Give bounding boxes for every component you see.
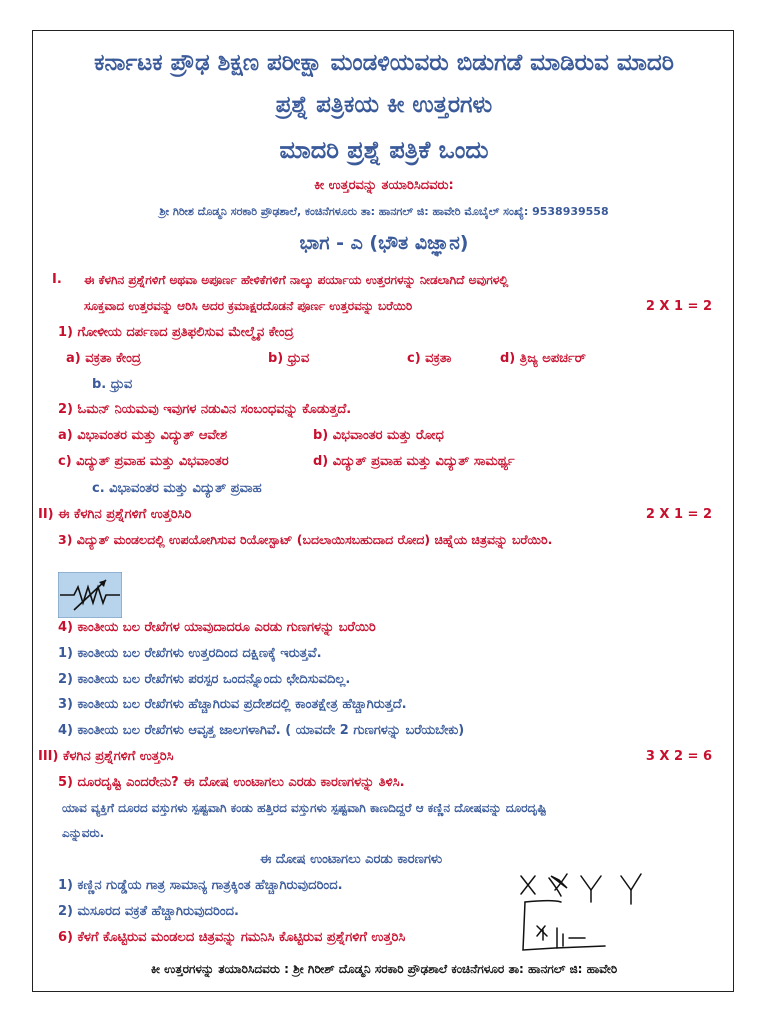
q5-answer-line2: ಎನ್ನುವರು. [62,826,105,840]
q2-option-a: a) ವಿಭಾವಂತರ ಮತ್ತು ವಿದ್ಯುತ್ ಆವೇಶ [58,428,228,443]
q4-property-4: 4) ಕಾಂತೀಯ ಬಲ ರೇಖೆಗಳು ಆವೃತ್ತ ಜಾಲಗಳಾಗಿವೆ. ( ಯಾವದೇ 2 ಗುಣಗಳನ್ನು ಬರೆಯಬೇಕು) [58,723,465,738]
reason-2: 2) ಮಸೂರದ ವಕ್ರತೆ ಹೆಚ್ಚಾಗಿರುವುದರಿಂದ. [58,904,239,919]
q1-option-d: d) ತ್ರಿಜ್ಯ ಅಪರ್ಚರ್ [500,351,586,366]
q5-answer-line1: ಯಾವ ವ್ಯಕ್ತಿಗೆ ದೂರದ ವಸ್ತುಗಳು ಸ್ಪಷ್ಟವಾಗಿ ಕಂಡು ಹತ್ತಿರದ ವಸ್ತುಗಳು ಸ್ಪಷ್ಟವಾಗಿ ಕಾಣದಿದ್ದರೆ ಆ ಕಣ್ಣಿನ ದೋಷವನ್ನು ದೂರದೃಷ್ಟಿ [62,801,547,815]
title-line-3: ಮಾದರಿ ಪ್ರಶ್ನೆ ಪತ್ರಿಕೆ ಒಂದು [279,136,489,164]
question-4: 4) ಕಾಂತೀಯ ಬಲ ರೇಖೆಗಳ ಯಾವುದಾದರೂ ಎರಡು ಗುಣಗಳನ್ನು ಬರೆಯಿರಿ [58,620,376,635]
footer-credit: ಕೀ ಉತ್ತರಗಳನ್ನು ತಯಾರಿಸಿದವರು : ಶ್ರೀ ಗಿರೀಶ್ ದೊಡ್ಮನಿ ಸರಕಾರಿ ಪ್ರೌಢಶಾಲೆ ಕಂಚಿನೆಗಳೂರ ತಾ: ಹಾನಗಲ್ ಜಿ: ಹಾವೇರಿ [150,962,618,976]
question-6: 6) ಕೆಳಗೆ ಕೊಟ್ಟಿರುವ ಮಂಡಲದ ಚಿತ್ರವನ್ನು ಗಮನಿಸಿ ಕೊಟ್ಟಿರುವ ಪ್ರಶ್ನೆಗಳಿಗೆ ಉತ್ತರಿಸಿ [58,930,406,945]
section3-title: III) ಕೆಳಗಿನ ಪ್ರಶ್ನೆಗಳಿಗೆ ಉತ್ತರಿಸಿ [38,749,174,764]
q1-option-a: a) ವಕ್ರತಾ ಕೇಂದ್ರ [66,351,141,366]
q1-answer: b. ಧ್ರುವ [92,377,133,392]
q2-answer: c. ವಿಭಾವಂತರ ಮತ್ತು ವಿದ್ಯುತ್ ಪ್ರವಾಹ [92,481,262,496]
section-title: ಭಾಗ - ಎ (ಭೌತ ವಿಜ್ಞಾನ) [299,232,469,254]
question-2: 2) ಓಮನ್ ನಿಯಮವು ಇವುಗಳ ನಡುವಿನ ಸಂಬಂಧವನ್ನು ಕೊಡುತ್ತದೆ. [58,402,352,417]
q1-option-b: b) ಧ್ರುವ [268,351,310,366]
title-line-2: ಪ್ರಶ್ನೆ ಪತ್ರಿಕಯ ಕೀ ಉತ್ತರಗಳು [275,92,493,118]
q4-property-2: 2) ಕಾಂತೀಯ ಬಲ ರೇಖೆಗಳು ಪರಸ್ಪರ ಒಂದನ್ನೊಂದು ಛೇದಿಸುವದಿಲ್ಲ. [58,672,351,687]
author-line: ಶ್ರೀ ಗಿರೀಶ ದೊಡ್ಮನಿ ಸರಕಾರಿ ಪ್ರೌಢಶಾಲೆ, ಕಂಚಿನೆಗಳೂರು ತಾ: ಹಾನಗಲ್ ಜಿ: ಹಾವೇರಿ ಮೊಬೈಲ್ ಸಂಖ್ಯೆ: 9538939558 [159,205,609,218]
section1-instruction-line2: ಸೂಕ್ತವಾದ ಉತ್ತರವನ್ನು ಆರಿಸಿ ಅದರ ಕ್ರಮಾಕ್ಷರದೊಡನೆ ಪೂರ್ಣ ಉತ್ತರವನ್ನು ಬರೆಯಿರಿ [84,299,413,313]
reasons-title: ಈ ದೋಷ ಉಂಟಾಗಲು ಎರಡು ಕಾರಣಗಳು [260,852,443,867]
q4-property-1: 1) ಕಾಂತೀಯ ಬಲ ರೇಖೆಗಳು ಉತ್ತರದಿಂದ ದಕ್ಷಿಣಕ್ಕೆ ಇರುತ್ತವೆ. [58,646,322,661]
reason-1: 1) ಕಣ್ಣಿನ ಗುಡ್ಡೆಯ ಗಾತ್ರ ಸಾಮಾನ್ಯ ಗಾತ್ರಕ್ಕಿಂತ ಹೆಚ್ಚಾಗಿರುವುದರಿಂದ. [58,878,343,893]
rheostat-symbol-icon [58,572,122,618]
prepared-by-label: ಕೀ ಉತ್ತರವನ್ನು ತಯಾರಿಸಿದವರು: [314,178,454,193]
section1-instruction-line1: ಈ ಕೆಳಗಿನ ಪ್ರಶ್ನೆಗಳಿಗೆ ಅಥವಾ ಅಪೂರ್ಣ ಹೇಳಿಕೆಗಳಿಗೆ ನಾಲ್ಕು ಪರ್ಯಾಯ ಉತ್ತರಗಳನ್ನು ನೀಡಲಾಗಿದೆ ಅವುಗಳಲ್ಲಿ [84,273,509,287]
question-5: 5) ದೂರದೃಷ್ಟಿ ಎಂದರೇನು? ಈ ದೋಷ ಉಂಟಾಗಲು ಎರಡು ಕಾರಣಗಳನ್ನು ತಿಳಿಸಿ. [58,775,405,790]
section1-marks: 2 X 1 = 2 [645,299,712,314]
handwritten-circuit-sketch-icon [515,866,675,956]
q1-option-c: c) ವಕ್ರತಾ [407,351,452,366]
section1-number: I. [52,272,62,287]
q2-option-d: d) ವಿದ್ಯುತ್ ಪ್ರವಾಹ ಮತ್ತು ವಿದ್ಯುತ್ ಸಾಮರ್ಥ್ಯ [313,454,515,469]
section3-marks: 3 X 2 = 6 [645,749,712,764]
q4-property-3: 3) ಕಾಂತೀಯ ಬಲ ರೇಖೆಗಳು ಹೆಚ್ಚಾಗಿರುವ ಪ್ರದೇಶದಲ್ಲಿ ಕಾಂತಕ್ಷೇತ್ರ ಹೆಚ್ಚಾಗಿರುತ್ತದೆ. [58,697,407,712]
question-3: 3) ವಿದ್ಯುತ್ ಮಂಡಲದಲ್ಲಿ ಉಪಯೋಗಿಸುವ ರಿಯೋಸ್ಟಾಟ್ (ಬದಲಾಯಿಸಬಹುದಾದ ರೋದ) ಚಿಹ್ನೆಯ ಚಿತ್ರವನ್ನು ಬರೆಯಿರಿ. [58,532,553,547]
title-line-1: ಕರ್ನಾಟಕ ಪ್ರೌಢ ಶಿಕ್ಷಣ ಪರೀಕ್ಷಾ ಮಂಡಳಿಯವರು ಬಿಡುಗಡೆ ಮಾಡಿರುವ ಮಾದರಿ [94,50,674,76]
question-1: 1) ಗೋಳೀಯ ದರ್ಪಣದ ಪ್ರತಿಫಲಿಸುವ ಮೇಲ್ಮೈನ ಕೇಂದ್ರ [58,325,294,340]
section2-marks: 2 X 1 = 2 [645,507,712,522]
q2-option-b: b) ವಿಭವಾಂತರ ಮತ್ತು ರೋಧ [313,428,444,443]
q2-option-c: c) ವಿದ್ಯುತ್ ಪ್ರವಾಹ ಮತ್ತು ವಿಭವಾಂತರ [58,454,229,469]
section2-title: II) ಈ ಕೆಳಗಿನ ಪ್ರಶ್ನೆಗಳಿಗೆ ಉತ್ತರಿಸಿರಿ [38,507,192,522]
